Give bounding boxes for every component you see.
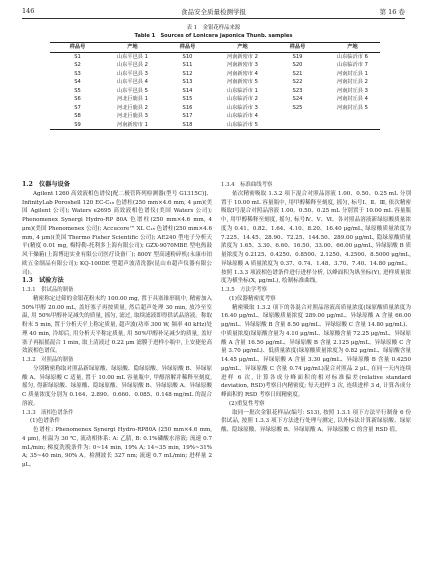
table-cell: S22: [292, 79, 303, 85]
paragraph: 分别精密称取对照品新绿原酸、绿原酸、隐绿原酸、异绿原酸 B、异绿原酸 A、异绿原酸 C 适量, 置于 10.00 mL 容量瓶中, 甲醇溶解并稀释至刻度, 摇匀, 得新绿原酸、绿原酸、隐绿原酸、异绿原酸 B、异绿原酸 A、异绿原酸 C 质量浓度分别为 0.164、2.890、0.660、0.085、0.148 mg/mL 的混合溶液。: [22, 365, 212, 407]
item-heading: (1)色谱条件: [30, 418, 61, 425]
table-row: [50, 95, 380, 104]
table-cell: 河北巨鹿县 2: [117, 104, 148, 111]
table-cell: S12: [182, 70, 193, 77]
right-column: [221, 181, 411, 435]
table-cell: 山东平邑县 2: [117, 62, 148, 68]
journal-name: 食品安全质量检测学报: [181, 8, 246, 16]
table-cell: S5: [74, 87, 81, 94]
table-cell: S23: [292, 87, 303, 94]
table-cell: [270, 112, 325, 121]
table-cell: 河南新密市 1: [117, 121, 148, 128]
paragraph: 依次精密吸取 1.3.2 项下混合对照品溶液 1.00、0.50、0.25 mL 分别置于 10.00 mL 容量瓶中, 用甲醇稀释至刻度, 摇匀, 标号Ⅰ、Ⅱ、Ⅲ, 依次精密吸取Ⅰ号混合对照品溶液 1.00、0.50、0.25 mL 分别置于 10.00 mL 容量瓶中, 用甲醇稀释至刻度, 摇匀, 标号Ⅳ、Ⅴ、Ⅵ。各对照品溶液新绿原酸质量浓度为 0.41、0.82、1.64、4.10、8.20、16.40 μg/mL, 绿原酸质量浓度为 7.225、14.45、28.90、72.25、144.50、289.00 μg/mL, 隐绿原酸质量浓度为 1.65、3.30、6.60、16.50、33.00、66.00 μg/mL, 异绿原酸 B 质量浓度为 0.2125、0.4250、0.8500、2.1250、4.2500、8.5000 μg/mL, 异绿原酸 A 质量浓度为 0.37、0.74、1.48、3.70、7.40、14.80 μg/mL。按照 1.3.3 项液相色谱条件进行进样分析, 以峰面积为纵坐标(Y), 进样质量浓度为横坐标(X, μg/mL), 绘制标准曲线。: [221, 190, 411, 285]
table-cell: 河南封丘县 5: [337, 104, 368, 111]
header-cell: 产地: [347, 44, 358, 50]
subsection-heading: 1.3.4 标准曲线考察: [221, 182, 273, 188]
table-row: [50, 87, 380, 96]
section-heading: 1.3 试验方法: [22, 277, 64, 285]
header-cell: 样品号: [69, 44, 86, 50]
table-cell: S14: [182, 87, 193, 94]
table-cell: 河南新密市 3: [227, 62, 258, 68]
table-cell: S13: [182, 79, 193, 85]
table-row: [50, 121, 380, 130]
table-cell: 山东平邑县 1: [117, 53, 148, 60]
table-cell: S15: [182, 96, 193, 102]
header-cell: 样品号: [289, 44, 306, 50]
paragraph: 精密称定过筛的金银花粉末约 100.00 mg, 置于具塞锥形瓶中, 精密加入 50%甲醇 20.00 mL, 盖好塞子再按质量, 然后超声处理 30 min, 放冷至室温, 用 50%甲醇补足减失的质量, 摇匀, 滤过, 取续滤液即得供试品溶液。称取粉末 5 min, 置于分析天平上称定质量, 超声波(功率 300 W, 频率 40 kHz)处理 40 min, 冷却后, 用分析天平称定质量, 用 50%甲醇补足减少的质量, 盖好塞子再振摇混合 1 min, 取上清液过 0.22 μm 滤膜于进样小瓶中, 上安捷伦高效液相色谱仪。: [22, 295, 212, 355]
table-cell: S2: [74, 62, 81, 68]
table-cell: 山东临沂市 4: [227, 113, 258, 119]
paragraph: 取同一批次金银花样品(编号: S13), 按照 1.3.1 项下方法平行制备 6 份供试品, 按照 1.3.3 项下方法进行处理与测定, 以外标法计算新绿原酸、绿原酸、隐绿原酸、异绿原酸 B、异绿原酸 A、异绿原酸 C 的含量 RSD 值。: [221, 409, 411, 433]
table-cell: 河北巨鹿县 3: [117, 113, 148, 119]
table-cell: S19: [292, 53, 303, 60]
section-heading: 1.2 仪器与设备: [22, 181, 70, 188]
table-cell: S20: [292, 62, 303, 68]
table-cell: S25: [292, 104, 303, 111]
table-cell: 河南新密市 4: [227, 70, 258, 77]
table-cell: S18: [182, 121, 193, 128]
table-row: [50, 52, 380, 61]
table-cell: 山东临沂市 7: [337, 62, 368, 68]
table-cell: 河南封丘县 1: [337, 70, 368, 77]
table-cell: S4: [74, 79, 81, 85]
table-row: [50, 61, 380, 70]
table-cell: 山东临沂市 6: [337, 53, 368, 60]
table-cell: S8: [74, 113, 81, 119]
table-row: [50, 112, 380, 121]
subsection-heading: 1.3.3 液相色谱条件: [22, 409, 74, 416]
table-header-row: [50, 43, 380, 53]
running-header: [22, 6, 405, 19]
sample-source-table: [50, 42, 380, 130]
table-cell: [325, 112, 380, 121]
item-heading: (2)重复性考察: [229, 400, 265, 407]
table-cell: [325, 121, 380, 130]
table-cell: S7: [74, 104, 81, 111]
table-cell: 河南封丘县 4: [337, 96, 368, 102]
table-cell: 山东平邑县 3: [117, 70, 148, 77]
paragraph: 色谱柱: Phenomenex Synergi Hydro-RP80A (250 mm×4.6 mm, 4 μm), 柱温为 30 ℃, 流动相体系: A: 乙腈, B: 0.1%磷酸水溶液; 流速 0.7 mL/min; 梯度洗脱条件为: 0~14 min, 19% A; 14~35 min, 19%~31% A; 35~40 min, 90% A。检测波长 327 nm; 流速 0.7 mL/min; 进样量 2 μL。: [22, 427, 212, 468]
table-cell: S6: [74, 96, 81, 102]
table-cell: 河南封丘县 3: [337, 87, 368, 94]
table-cell: S11: [182, 62, 193, 68]
table-cell: S24: [292, 96, 303, 102]
table-cell: 河南新密市 5: [227, 79, 258, 85]
table-row: [50, 78, 380, 87]
table-cell: 山东平邑县 5: [117, 87, 148, 94]
table-cell: S10: [182, 53, 193, 60]
table-title-cn: 表 1 金银花样品来源: [186, 25, 241, 31]
table-cell: 山东临沂市 5: [227, 121, 258, 128]
table-cell: 河南封丘县 2: [337, 79, 368, 85]
table-title-en: Table 1 Sources of Lonicera japonica Thunb. samples: [134, 33, 293, 39]
table-cell: S17: [182, 113, 193, 119]
table-cell: 山东临沂市 1: [227, 87, 258, 94]
table-cell: S1: [74, 53, 81, 60]
header-cell: 产地: [237, 44, 248, 50]
table-cell: 山东平邑县 4: [117, 79, 148, 85]
table-row: [50, 104, 380, 113]
table-row: [50, 70, 380, 79]
paragraph: 精密吸取 1.3.2 项下的各混合对照品溶液高质量浓度(绿原酸质量浓度为 16.40 μg/mL、绿原酸质量浓度 289.00 μg/mL、异绿原酸 A 含量 66.00 μg/mL、异绿原酸 B 含量 8.50 μg/mL、异绿原酸 C 含量 14.80 μg/mL)、中质量浓度(绿原酸含量为 4.10 μg/mL、绿原酸含量 72.25 μg/mL、异绿原酸 A 含量 16.50 μg/mL、异绿原酸 B 含量 2.125 μg/mL、异绿原酸 C 含量 3.70 μg/mL)、低质量浓度(绿原酸质量浓度为 0.82 μg/mL、绿原酸含量 14.45 μg/mL、异绿原酸 A 含量 3.30 μg/mL、异绿原酸 B 含量 0.4250 μg/mL、异绿原酸 C 含量 0.74 μg/mL)混合对照品 2 μL, 在同一天内连续进样 6 次, 计算各成分峰面积的相对标准偏差(relative standard deviation, RSD)考察日内精密度; 每天进样 3 次, 连续进样 3 d, 计算各成分峰面积的 RSD 考察日间精密度。: [221, 304, 411, 398]
table-cell: [270, 121, 325, 130]
table-cell: 河北巨鹿县 1: [117, 96, 148, 102]
table-cell: 河南新密市 2: [227, 53, 258, 60]
page-number: 146: [22, 7, 35, 15]
header-cell: 样品号: [179, 44, 196, 50]
table-caption: [0, 24, 427, 40]
subsection-heading: 1.3.2 对照品的制备: [22, 357, 74, 363]
left-column: [22, 181, 212, 470]
paragraph: Agilent 1260 高效液相色谱仪[配二极管阵列检测器(型号 G1315C)]、InfinityLab Poroshell 120 EC-C₁₈ 色谱柱(250 mm×4.6 mm, 4 μm)(美国 Agilent 公司); Waters e2695 高效液相色谱仪(美国 Waters 公司); Phenomenex Synergi Hydro-RP 80A 色谱柱(250 mm×4.6 mm, 4 μm)(美国 Phenomenex 公司); Accucore™ XL C₁₈ 色谱柱(250 mm×4.6 mm, 4 μm)(美国 Thermo Fisher Scientific 公司); AE240 型电子分析天平(精度 0.01 mg, 梅特勒-托利多上海有限公司); GZX-9070MBE 型电热鼓风干燥箱(上海博迅实业有限公司医疗设备厂); 800Y 型高速粉碎机(永康市铂欧五金制品有限公司); KQ-100DE 型超声波清洗器(昆山市超声仪器有限公司)。: [22, 190, 212, 276]
table-body: [50, 52, 380, 130]
table-cell: 山东临沂市 2: [227, 96, 258, 102]
subsection-heading: 1.3.5 方法学考察: [221, 287, 268, 293]
header-cell: 产地: [127, 44, 138, 50]
table-cell: S16: [182, 104, 193, 111]
table-cell: 山东临沂市 3: [227, 104, 258, 111]
subsection-heading: 1.3.1 供试品的制备: [22, 287, 74, 293]
table-cell: S3: [74, 70, 81, 77]
table-cell: S21: [292, 70, 303, 77]
volume-label: 第 16 卷: [379, 8, 405, 16]
table-cell: S9: [74, 121, 81, 128]
item-heading: (1)仪器精密度考察: [229, 295, 276, 302]
